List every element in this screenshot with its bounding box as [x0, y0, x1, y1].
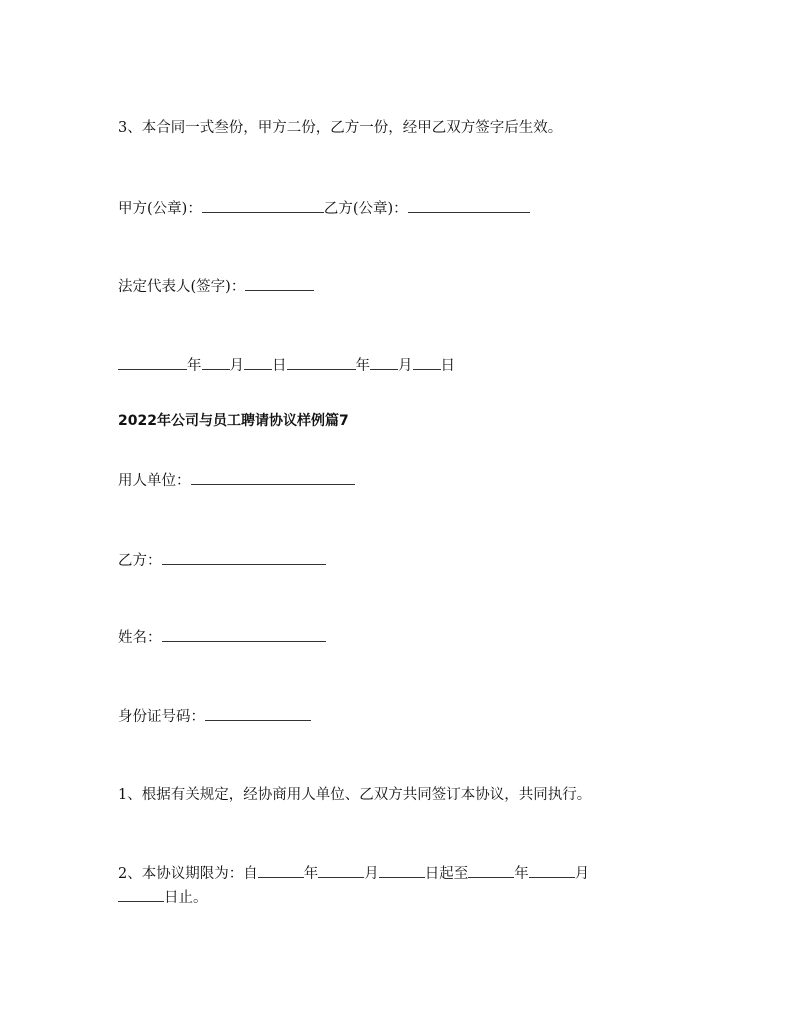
- date-blank[interactable]: [379, 863, 425, 878]
- date-blank[interactable]: [258, 863, 304, 878]
- year-label: 年: [355, 358, 370, 374]
- party-a-seal-blank[interactable]: [202, 198, 324, 213]
- legal-rep-label: 法定代表人(签字)：: [118, 279, 246, 295]
- party-a-seal-label: 甲方(公章)：: [118, 201, 202, 217]
- date-blank[interactable]: [202, 355, 230, 370]
- month-label: 月: [574, 866, 590, 882]
- legal-rep-line: [118, 276, 314, 297]
- clause-1: 1、根据有关规定，经协商用人单位、乙双方共同签订本协议，共同执行。: [118, 787, 592, 803]
- id-number-line: [118, 706, 311, 727]
- party-b-blank[interactable]: [162, 550, 326, 565]
- sign-date-line: [118, 355, 455, 376]
- party-b-seal-label: 乙方(公章)：: [323, 201, 408, 217]
- date-blank[interactable]: [468, 863, 514, 878]
- party-b-seal-blank[interactable]: [408, 198, 530, 213]
- year-label: 年: [303, 866, 319, 882]
- date-blank[interactable]: [287, 355, 356, 370]
- clause-2-line-1: [118, 863, 589, 884]
- id-number-blank[interactable]: [205, 706, 311, 721]
- name-line: [118, 627, 326, 648]
- date-blank[interactable]: [370, 355, 398, 370]
- date-blank[interactable]: [529, 863, 575, 878]
- day-label: 日: [272, 358, 287, 374]
- year-label: 年: [187, 358, 202, 374]
- year-label: 年: [514, 866, 529, 882]
- day-label: 日: [440, 358, 455, 374]
- party-b-label: 乙方：: [118, 553, 162, 569]
- date-blank[interactable]: [118, 355, 187, 370]
- day-to-label: 日起至: [424, 866, 469, 882]
- date-blank[interactable]: [413, 355, 441, 370]
- month-label: 月: [398, 358, 413, 374]
- legal-rep-blank[interactable]: [245, 276, 314, 291]
- employer-blank[interactable]: [191, 470, 355, 485]
- date-blank[interactable]: [244, 355, 272, 370]
- signature-party-line: [118, 198, 530, 219]
- clause-2-line-2: [118, 887, 208, 908]
- clause-3: 3、本合同一式叁份，甲方二份，乙方一份，经甲乙双方签字后生效。: [118, 120, 563, 136]
- date-blank[interactable]: [318, 863, 364, 878]
- month-label: 月: [229, 358, 244, 374]
- name-label: 姓名：: [118, 630, 162, 646]
- clause-2-prefix: 2、本协议期限为：自: [118, 866, 258, 882]
- name-blank[interactable]: [162, 627, 326, 642]
- employer-label: 用人单位：: [118, 473, 191, 489]
- id-number-label: 身份证号码：: [118, 709, 205, 725]
- party-b-line: [118, 550, 326, 571]
- employer-line: [118, 470, 355, 491]
- date-blank[interactable]: [118, 887, 164, 902]
- clause-2-end: 日止。: [164, 890, 208, 906]
- section-title: 2022年公司与员工聘请协议样例篇7: [118, 413, 349, 429]
- month-label: 月: [364, 866, 379, 882]
